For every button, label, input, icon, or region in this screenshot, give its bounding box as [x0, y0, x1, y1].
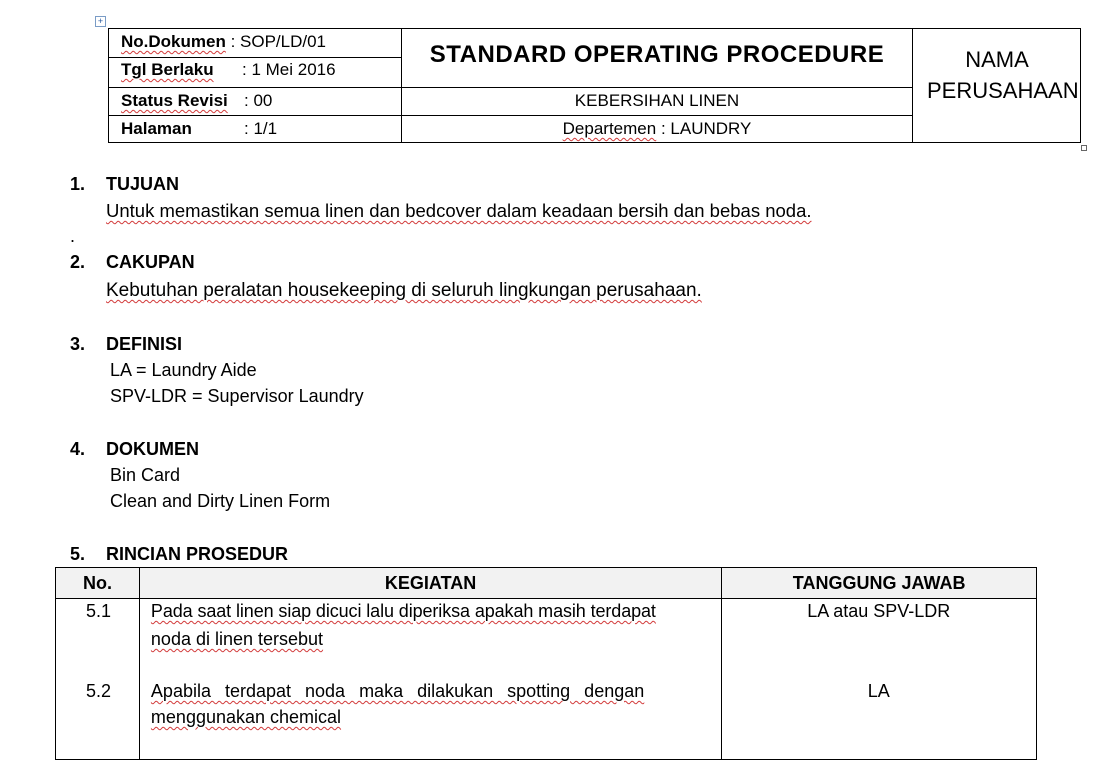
section-title-cakupan: CAKUPAN [106, 252, 195, 272]
table-header-row [56, 568, 1037, 599]
kegiatan-line: Apabila terdapat noda maka dilakukan spotting dengan [150, 681, 645, 701]
table-resize-handle[interactable] [1081, 145, 1087, 151]
section-number: 5. [70, 544, 86, 564]
departemen-label: Departemen [562, 119, 657, 138]
halaman-value: : 1/1 [244, 119, 278, 138]
header-no: No. [56, 568, 140, 599]
header-divider [109, 115, 912, 116]
status-revisi-label: Status Revisi [121, 91, 228, 110]
halaman-label: Halaman [121, 119, 192, 138]
definisi-line2: SPV-LDR = Supervisor Laundry [110, 386, 364, 406]
kegiatan-line: menggunakan chemical [150, 707, 342, 727]
departemen-value: : LAUNDRY [660, 119, 752, 138]
tanggung-jawab-value: LA atau SPV-LDR [807, 601, 951, 621]
header-divider [109, 57, 401, 58]
stray-period: . [70, 226, 76, 246]
halaman-value-cell [244, 119, 277, 139]
tgl-berlaku-cell [121, 60, 214, 80]
tgl-berlaku-value-cell [242, 60, 336, 80]
section-title-rincian-prosedur: RINCIAN PROSEDUR [106, 544, 289, 564]
row-number: 5.1 [86, 601, 112, 621]
departemen-cell [402, 119, 912, 139]
document-header-table [108, 28, 1081, 143]
section-number: 3. [70, 334, 86, 354]
section-title-tujuan: TUJUAN [106, 174, 180, 194]
status-revisi-cell [121, 91, 228, 111]
row-number-cell [56, 599, 140, 760]
tanggung-jawab-value: LA [867, 681, 890, 701]
kegiatan-line: Pada saat linen siap dicuci lalu diperiksa apakah masih terdapat [150, 601, 656, 621]
dokumen-line1: Bin Card [110, 465, 181, 485]
document-title: STANDARD OPERATING PROCEDURE [429, 41, 885, 68]
status-revisi-value-cell [244, 91, 272, 111]
header-divider [109, 87, 912, 88]
section-title-dokumen: DOKUMEN [106, 439, 199, 459]
tanggung-jawab-cell [722, 599, 1037, 760]
company-name [913, 44, 1081, 106]
section-number: 2. [70, 252, 86, 272]
table-move-handle[interactable]: + [95, 16, 106, 27]
tujuan-text: Untuk memastikan semua linen dan bedcover dalam keadaan bersih dan bebas noda. [106, 200, 812, 221]
company-name-line1: NAMA [965, 47, 1029, 72]
tgl-berlaku-value: : 1 Mei 2016 [242, 60, 336, 79]
no-dokumen-label: No.Dokumen [121, 32, 226, 51]
row-number: 5.2 [86, 681, 112, 701]
tgl-berlaku-label: Tgl Berlaku [121, 60, 214, 79]
definisi-line1: LA = Laundry Aide [110, 360, 257, 380]
section-number: 1. [70, 174, 86, 194]
procedure-table [55, 567, 1037, 760]
dokumen-line2: Clean and Dirty Linen Form [110, 491, 331, 511]
document-subtitle: KEBERSIHAN LINEN [574, 91, 740, 110]
header-tanggung-jawab: TANGGUNG JAWAB [722, 568, 1037, 599]
company-name-line2: PERUSAHAAN [927, 78, 1079, 103]
no-dokumen-value: : SOP/LD/01 [230, 32, 327, 51]
section-number: 4. [70, 439, 86, 459]
kegiatan-cell [139, 599, 721, 760]
section-title-definisi: DEFINISI [106, 334, 183, 354]
kegiatan-line: noda di linen tersebut [150, 629, 324, 649]
status-revisi-value: : 00 [244, 91, 273, 110]
table-row [56, 599, 1037, 760]
halaman-cell [121, 119, 192, 139]
cakupan-text: Kebutuhan peralatan housekeeping di seluruh lingkungan perusahaan. [106, 280, 702, 301]
header-kegiatan: KEGIATAN [139, 568, 721, 599]
no-dokumen-cell [121, 32, 326, 52]
